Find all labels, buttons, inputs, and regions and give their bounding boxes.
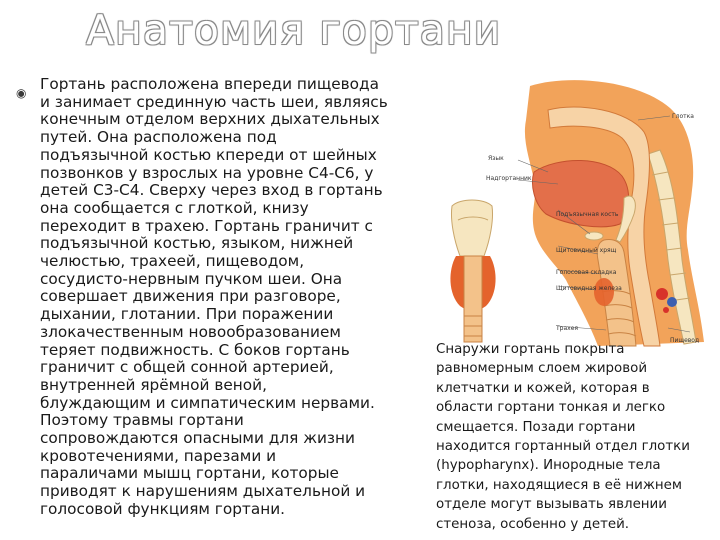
main-text-line: граничит с общей сонной артерией, [40, 359, 334, 377]
label-epiglottis: Надгортанник [486, 175, 532, 182]
main-text-line: челюстью, трахеей, пищеводом, [40, 253, 305, 271]
main-text-line: кровотечениями, парезами и [40, 447, 277, 465]
main-text-line: и занимает срединную часть шеи, являясь [40, 93, 388, 111]
main-text-line: путей. Она расположена под [40, 129, 277, 147]
side-text-line: Снаружи гортань покрыта [436, 342, 625, 357]
main-text-line: приводят к нарушениям дыхательной и [40, 483, 366, 501]
main-text-line: злокачественным новообразованием [40, 323, 341, 341]
main-text-line: переходит в трахею. Гортань граничит с [40, 217, 373, 235]
side-text-line: стеноза, особенно у детей. [436, 516, 630, 532]
side-text-line: смещается. Позади гортани [436, 419, 636, 435]
main-text-line: параличами мышц гортани, которые [40, 465, 339, 483]
main-text-line: подъязычной костью кпереди от шейных [40, 146, 377, 164]
main-text-line: подъязычной костью, языком, нижней [40, 235, 354, 253]
side-text-line: клетчатки и кожей, которая в [436, 380, 650, 396]
label-hyoid: Подъязычная кость [556, 211, 619, 218]
larynx-anatomy-svg [438, 80, 708, 350]
label-vocal-fold: Голосовая складка [556, 269, 617, 276]
side-text-line: отделе могут вызывать явлении [436, 497, 667, 513]
hyoid-bone [585, 232, 603, 240]
main-text-block [40, 76, 440, 519]
thyroid-gland [594, 278, 614, 306]
front-larynx-view [450, 200, 495, 342]
main-text-line: голосовой функциям гортани. [40, 500, 286, 518]
larynx-anatomy-figure [438, 80, 708, 350]
side-text-line: глотки, находящиеся в её нижнем [436, 477, 683, 493]
vessel-small [663, 307, 669, 313]
side-text-block [436, 340, 720, 534]
main-text-line: детей С3-С4. Сверху через вход в гортань [40, 182, 383, 200]
vein [667, 297, 677, 307]
main-text-line: внутренней ярёмной веной, [40, 376, 267, 394]
side-text-line: находится гортанный отдел глотки [436, 439, 690, 455]
main-text-line: позвонков у взрослых на уровне С4-С6, у [40, 164, 374, 182]
main-text-line: дыхании, глотании. При поражении [40, 306, 334, 324]
label-esophagus: Пищевод [670, 337, 700, 344]
main-text-line: сопровождаются опасными для жизни [40, 430, 355, 448]
bullet-icon: ◉ [16, 86, 27, 100]
label-trachea: Трахея [556, 325, 579, 332]
side-text-line: области гортани тонкая и легко [436, 400, 666, 416]
main-text-line: теряет подвижность. С боков гортань [40, 341, 350, 359]
main-text-line: Поэтому травмы гортани [40, 412, 244, 430]
label-thyroid-gland: Щитовидная железа [556, 285, 622, 292]
main-text-line: Гортань расположена впереди пищевода [40, 76, 379, 93]
main-text-line: сосудисто-нервным пучком шеи. Она [40, 270, 343, 288]
label-pharynx: Глотка [672, 113, 694, 120]
label-tongue: Язык [488, 155, 504, 162]
main-text-line: совершает движения при разговоре, [40, 288, 341, 306]
slide-title: Анатомия гортани [86, 6, 502, 54]
label-thyroid-cartilage: Щитовидный хрящ [556, 247, 617, 254]
main-text-line: конечным отделом верхних дыхательных [40, 111, 380, 129]
main-text-line: блуждающим и симпатическим нервами. [40, 394, 375, 412]
side-text-line: (hypopharynx). Инородные тела [436, 458, 661, 474]
artery [656, 288, 668, 300]
side-text-line: равномерным слоем жировой [436, 361, 648, 377]
main-text-line: она сообщается с глоткой, книзу [40, 199, 309, 217]
